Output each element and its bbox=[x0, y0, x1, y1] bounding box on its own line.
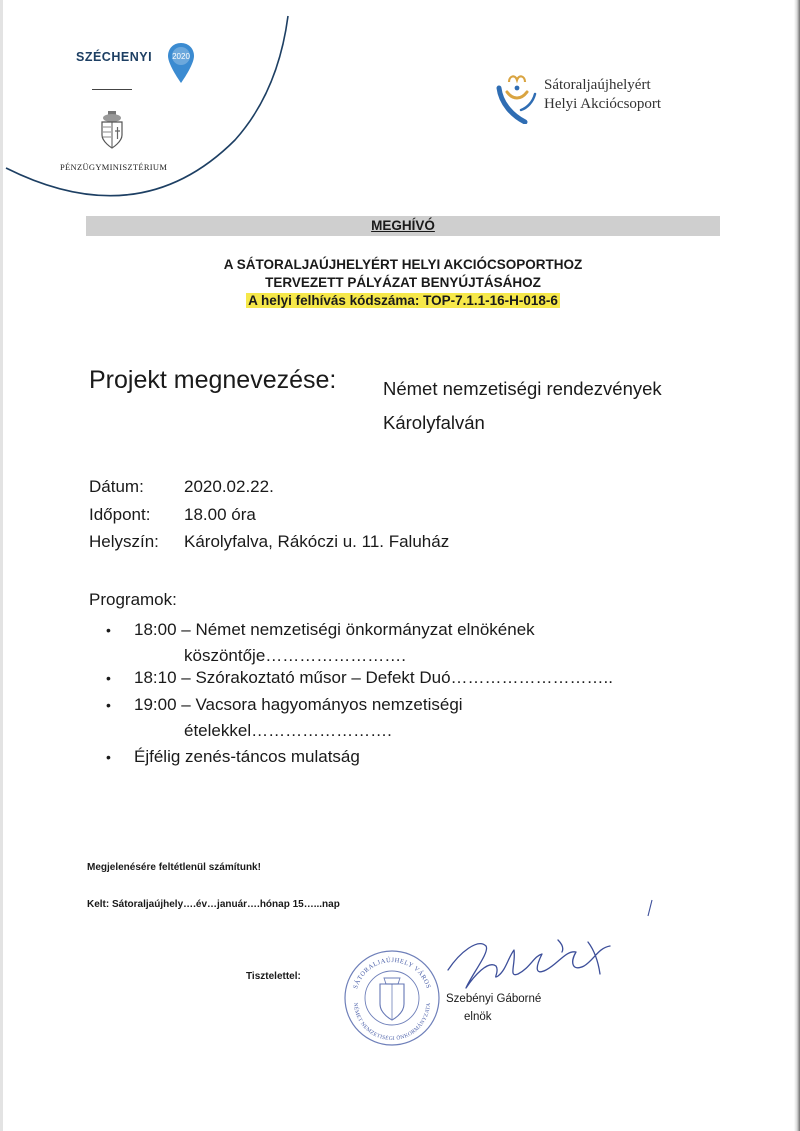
pen-mark-decoration bbox=[645, 898, 655, 918]
szechenyi-2020-pin-icon bbox=[166, 41, 196, 85]
time-label: Időpont: bbox=[89, 505, 151, 524]
program-item-line1: 19:00 – Vacsora hagyományos nemzetiségi bbox=[134, 695, 463, 714]
programs-label: Programok: bbox=[89, 590, 177, 609]
program-item bbox=[106, 744, 360, 770]
place-value: Károlyfalva, Rákóczi u. 11. Faluház bbox=[184, 532, 450, 551]
date-label: Dátum: bbox=[89, 477, 144, 496]
hacs-logo-icon bbox=[495, 70, 539, 124]
program-item-line2: ételekkel……………………. bbox=[184, 721, 392, 740]
hacs-logo-line2: Helyi Akciócsoport bbox=[544, 96, 662, 112]
project-name-label: Projekt megnevezése: bbox=[89, 366, 337, 394]
bullet-icon: • bbox=[106, 749, 111, 765]
project-name-line2: Károlyfalván bbox=[383, 412, 485, 433]
hacs-logo-text bbox=[544, 76, 661, 114]
ministry-name: PÉNZÜGYMINISZTÉRIUM bbox=[60, 162, 168, 172]
stamp-bottom-text: NÉMET NEMZETISÉGI ÖNKORMÁNYZATA bbox=[351, 1002, 433, 1043]
project-name-value bbox=[383, 372, 662, 440]
program-item bbox=[106, 665, 614, 691]
bullet-icon: • bbox=[106, 622, 111, 638]
call-code-highlight: A helyi felhívás kódszáma: TOP-7.1.1-16-H-018-6 bbox=[248, 293, 558, 308]
stamp-crown-icon bbox=[384, 978, 400, 984]
hacs-logo-line1: Sátoraljaújhelyért bbox=[544, 77, 651, 93]
signer-name: Szebényi Gáborné bbox=[446, 993, 542, 1005]
bullet-icon: • bbox=[106, 697, 111, 713]
program-item-line1: 18:10 – Szórakoztató műsor – Defekt Duó……………………….. bbox=[134, 668, 614, 687]
document-title: MEGHÍVÓ bbox=[86, 216, 720, 236]
szechenyi-badge-text: 2020 bbox=[172, 52, 190, 61]
issue-date-line: Kelt: Sátoraljaújhely….év…január….hónap 15…...nap bbox=[87, 899, 340, 910]
document-subtitle bbox=[86, 256, 720, 310]
program-item bbox=[106, 692, 463, 744]
subtitle-line2: TERVEZETT PÁLYÁZAT BENYÚJTÁSÁHOZ bbox=[265, 275, 541, 290]
program-item-line1: Éjfélig zenés-táncos mulatság bbox=[134, 747, 360, 766]
bullet-icon: • bbox=[106, 670, 111, 686]
subtitle-line1: A SÁTORALJAÚJHELYÉRT HELYI AKCIÓCSOPORTHOZ bbox=[223, 257, 583, 272]
header-divider bbox=[92, 89, 132, 90]
signer-role: elnök bbox=[464, 1011, 492, 1023]
place-label: Helyszín: bbox=[89, 532, 159, 551]
greeting-label: Tisztelettel: bbox=[246, 971, 301, 982]
date-value: 2020.02.22. bbox=[184, 477, 274, 496]
time-value: 18.00 óra bbox=[184, 505, 256, 524]
scan-edge-right bbox=[794, 0, 800, 1131]
official-stamp bbox=[342, 948, 442, 1048]
program-item-line1: 18:00 – Német nemzetiségi önkormányzat elnökének bbox=[134, 620, 535, 639]
program-item-line2: köszöntője……………………. bbox=[184, 646, 406, 665]
program-item bbox=[106, 617, 535, 669]
hungarian-coat-of-arms-icon bbox=[99, 111, 125, 149]
project-name-line1: Német nemzetiségi rendezvények bbox=[383, 378, 662, 399]
closing-sentence: Megjelenésére feltétlenül számítunk! bbox=[87, 862, 261, 873]
stamp-top-text: SÁTORALJAÚJHELY VÁROS bbox=[352, 956, 432, 990]
handwritten-signature bbox=[438, 930, 638, 1000]
szechenyi-logo-text: SZÉCHENYI bbox=[76, 50, 153, 64]
